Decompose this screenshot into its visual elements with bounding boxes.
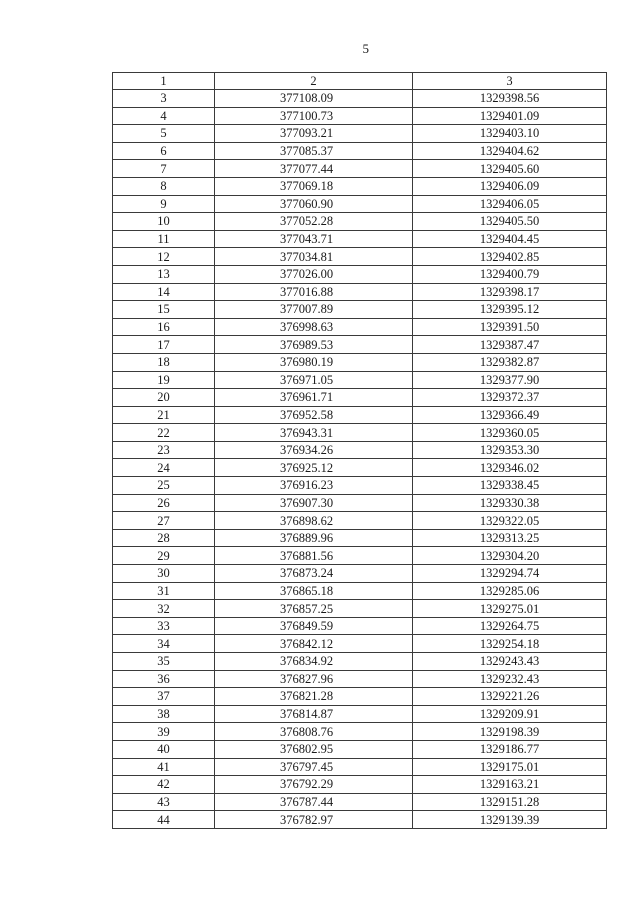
- x-coordinate-cell: 377100.73: [215, 107, 413, 125]
- point-number-cell: 7: [113, 160, 215, 178]
- y-coordinate-cell: 1329139.39: [413, 811, 607, 829]
- x-coordinate-cell: 376943.31: [215, 424, 413, 442]
- y-coordinate-cell: 1329360.05: [413, 424, 607, 442]
- x-coordinate-cell: 376792.29: [215, 776, 413, 794]
- x-coordinate-cell: 377007.89: [215, 301, 413, 319]
- x-coordinate-cell: 376925.12: [215, 459, 413, 477]
- table-row: [113, 230, 607, 248]
- y-coordinate-cell: 1329221.26: [413, 688, 607, 706]
- point-number-cell: 3: [113, 90, 215, 108]
- column-header-2: 2: [215, 73, 413, 90]
- table-body: [113, 90, 607, 829]
- table-row: [113, 547, 607, 565]
- table-row: [113, 142, 607, 160]
- x-coordinate-cell: 376865.18: [215, 582, 413, 600]
- table-row: [113, 283, 607, 301]
- coordinates-table: [112, 72, 607, 829]
- point-number-cell: 36: [113, 670, 215, 688]
- y-coordinate-cell: 1329186.77: [413, 740, 607, 758]
- x-coordinate-cell: 376857.25: [215, 600, 413, 618]
- y-coordinate-cell: 1329387.47: [413, 336, 607, 354]
- x-coordinate-cell: 376889.96: [215, 529, 413, 547]
- table-row: [113, 600, 607, 618]
- x-coordinate-cell: 376827.96: [215, 670, 413, 688]
- table-row: [113, 213, 607, 231]
- x-coordinate-cell: 376821.28: [215, 688, 413, 706]
- column-header-3: 3: [413, 73, 607, 90]
- x-coordinate-cell: 376961.71: [215, 389, 413, 407]
- table-row: [113, 301, 607, 319]
- point-number-cell: 16: [113, 318, 215, 336]
- x-coordinate-cell: 377043.71: [215, 230, 413, 248]
- table-row: [113, 565, 607, 583]
- point-number-cell: 41: [113, 758, 215, 776]
- point-number-cell: 5: [113, 125, 215, 143]
- table-row: [113, 653, 607, 671]
- y-coordinate-cell: 1329294.74: [413, 565, 607, 583]
- point-number-cell: 20: [113, 389, 215, 407]
- y-coordinate-cell: 1329377.90: [413, 371, 607, 389]
- y-coordinate-cell: 1329406.05: [413, 195, 607, 213]
- page-number: 5: [362, 41, 370, 56]
- y-coordinate-cell: 1329353.30: [413, 441, 607, 459]
- y-coordinate-cell: 1329382.87: [413, 353, 607, 371]
- point-number-cell: 44: [113, 811, 215, 829]
- x-coordinate-cell: 376834.92: [215, 653, 413, 671]
- y-coordinate-cell: 1329404.45: [413, 230, 607, 248]
- y-coordinate-cell: 1329403.10: [413, 125, 607, 143]
- y-coordinate-cell: 1329151.28: [413, 793, 607, 811]
- y-coordinate-cell: 1329322.05: [413, 512, 607, 530]
- x-coordinate-cell: 377108.09: [215, 90, 413, 108]
- x-coordinate-cell: 376980.19: [215, 353, 413, 371]
- point-number-cell: 29: [113, 547, 215, 565]
- table-row: [113, 582, 607, 600]
- y-coordinate-cell: 1329401.09: [413, 107, 607, 125]
- x-coordinate-cell: 376797.45: [215, 758, 413, 776]
- y-coordinate-cell: 1329398.17: [413, 283, 607, 301]
- point-number-cell: 25: [113, 477, 215, 495]
- point-number-cell: 24: [113, 459, 215, 477]
- point-number-cell: 39: [113, 723, 215, 741]
- point-number-cell: 34: [113, 635, 215, 653]
- x-coordinate-cell: 377069.18: [215, 177, 413, 195]
- x-coordinate-cell: 377093.21: [215, 125, 413, 143]
- table-row: [113, 776, 607, 794]
- table-row: [113, 265, 607, 283]
- x-coordinate-cell: 376934.26: [215, 441, 413, 459]
- table-row: [113, 811, 607, 829]
- x-coordinate-cell: 376916.23: [215, 477, 413, 495]
- y-coordinate-cell: 1329402.85: [413, 248, 607, 266]
- y-coordinate-cell: 1329400.79: [413, 265, 607, 283]
- x-coordinate-cell: 377085.37: [215, 142, 413, 160]
- y-coordinate-cell: 1329243.43: [413, 653, 607, 671]
- x-coordinate-cell: 376849.59: [215, 617, 413, 635]
- table-row: [113, 529, 607, 547]
- point-number-cell: 42: [113, 776, 215, 794]
- x-coordinate-cell: 377060.90: [215, 195, 413, 213]
- table-row: [113, 371, 607, 389]
- x-coordinate-cell: 377016.88: [215, 283, 413, 301]
- x-coordinate-cell: 376808.76: [215, 723, 413, 741]
- table-row: [113, 441, 607, 459]
- y-coordinate-cell: 1329264.75: [413, 617, 607, 635]
- table-row: [113, 459, 607, 477]
- point-number-cell: 31: [113, 582, 215, 600]
- table-row: [113, 177, 607, 195]
- point-number-cell: 21: [113, 406, 215, 424]
- x-coordinate-cell: 376898.62: [215, 512, 413, 530]
- y-coordinate-cell: 1329366.49: [413, 406, 607, 424]
- table-row: [113, 125, 607, 143]
- table-row: [113, 512, 607, 530]
- y-coordinate-cell: 1329209.91: [413, 705, 607, 723]
- y-coordinate-cell: 1329330.38: [413, 494, 607, 512]
- table-row: [113, 336, 607, 354]
- table-row: [113, 353, 607, 371]
- y-coordinate-cell: 1329395.12: [413, 301, 607, 319]
- x-coordinate-cell: 376842.12: [215, 635, 413, 653]
- y-coordinate-cell: 1329285.06: [413, 582, 607, 600]
- point-number-cell: 6: [113, 142, 215, 160]
- table-row: [113, 318, 607, 336]
- point-number-cell: 15: [113, 301, 215, 319]
- y-coordinate-cell: 1329405.50: [413, 213, 607, 231]
- y-coordinate-cell: 1329391.50: [413, 318, 607, 336]
- table-row: [113, 670, 607, 688]
- table-row: [113, 248, 607, 266]
- x-coordinate-cell: 376873.24: [215, 565, 413, 583]
- x-coordinate-cell: 377034.81: [215, 248, 413, 266]
- header-row: [113, 73, 607, 90]
- table-row: [113, 635, 607, 653]
- x-coordinate-cell: 376787.44: [215, 793, 413, 811]
- y-coordinate-cell: 1329254.18: [413, 635, 607, 653]
- point-number-cell: 13: [113, 265, 215, 283]
- table-row: [113, 477, 607, 495]
- x-coordinate-cell: 376802.95: [215, 740, 413, 758]
- point-number-cell: 18: [113, 353, 215, 371]
- point-number-cell: 9: [113, 195, 215, 213]
- x-coordinate-cell: 376907.30: [215, 494, 413, 512]
- point-number-cell: 32: [113, 600, 215, 618]
- y-coordinate-cell: 1329163.21: [413, 776, 607, 794]
- y-coordinate-cell: 1329232.43: [413, 670, 607, 688]
- x-coordinate-cell: 376971.05: [215, 371, 413, 389]
- x-coordinate-cell: 376782.97: [215, 811, 413, 829]
- y-coordinate-cell: 1329198.39: [413, 723, 607, 741]
- table-row: [113, 758, 607, 776]
- point-number-cell: 38: [113, 705, 215, 723]
- x-coordinate-cell: 377077.44: [215, 160, 413, 178]
- column-header-1: 1: [113, 73, 215, 90]
- point-number-cell: 4: [113, 107, 215, 125]
- y-coordinate-cell: 1329398.56: [413, 90, 607, 108]
- table-row: [113, 740, 607, 758]
- y-coordinate-cell: 1329175.01: [413, 758, 607, 776]
- point-number-cell: 28: [113, 529, 215, 547]
- x-coordinate-cell: 377026.00: [215, 265, 413, 283]
- x-coordinate-cell: 377052.28: [215, 213, 413, 231]
- x-coordinate-cell: 376998.63: [215, 318, 413, 336]
- point-number-cell: 12: [113, 248, 215, 266]
- table-row: [113, 195, 607, 213]
- x-coordinate-cell: 376952.58: [215, 406, 413, 424]
- table-row: [113, 406, 607, 424]
- table-row: [113, 494, 607, 512]
- y-coordinate-cell: 1329404.62: [413, 142, 607, 160]
- y-coordinate-cell: 1329338.45: [413, 477, 607, 495]
- y-coordinate-cell: 1329405.60: [413, 160, 607, 178]
- point-number-cell: 37: [113, 688, 215, 706]
- point-number-cell: 26: [113, 494, 215, 512]
- point-number-cell: 35: [113, 653, 215, 671]
- point-number-cell: 14: [113, 283, 215, 301]
- table-row: [113, 90, 607, 108]
- y-coordinate-cell: 1329346.02: [413, 459, 607, 477]
- table-row: [113, 723, 607, 741]
- point-number-cell: 33: [113, 617, 215, 635]
- point-number-cell: 27: [113, 512, 215, 530]
- table-row: [113, 424, 607, 442]
- y-coordinate-cell: 1329304.20: [413, 547, 607, 565]
- table-row: [113, 793, 607, 811]
- x-coordinate-cell: 376814.87: [215, 705, 413, 723]
- y-coordinate-cell: 1329313.25: [413, 529, 607, 547]
- point-number-cell: 23: [113, 441, 215, 459]
- point-number-cell: 19: [113, 371, 215, 389]
- table-row: [113, 107, 607, 125]
- x-coordinate-cell: 376989.53: [215, 336, 413, 354]
- table-row: [113, 389, 607, 407]
- point-number-cell: 40: [113, 740, 215, 758]
- point-number-cell: 30: [113, 565, 215, 583]
- y-coordinate-cell: 1329275.01: [413, 600, 607, 618]
- point-number-cell: 17: [113, 336, 215, 354]
- table-row: [113, 617, 607, 635]
- point-number-cell: 11: [113, 230, 215, 248]
- point-number-cell: 8: [113, 177, 215, 195]
- point-number-cell: 43: [113, 793, 215, 811]
- point-number-cell: 10: [113, 213, 215, 231]
- y-coordinate-cell: 1329406.09: [413, 177, 607, 195]
- table-row: [113, 160, 607, 178]
- table-row: [113, 688, 607, 706]
- point-number-cell: 22: [113, 424, 215, 442]
- table-row: [113, 705, 607, 723]
- y-coordinate-cell: 1329372.37: [413, 389, 607, 407]
- x-coordinate-cell: 376881.56: [215, 547, 413, 565]
